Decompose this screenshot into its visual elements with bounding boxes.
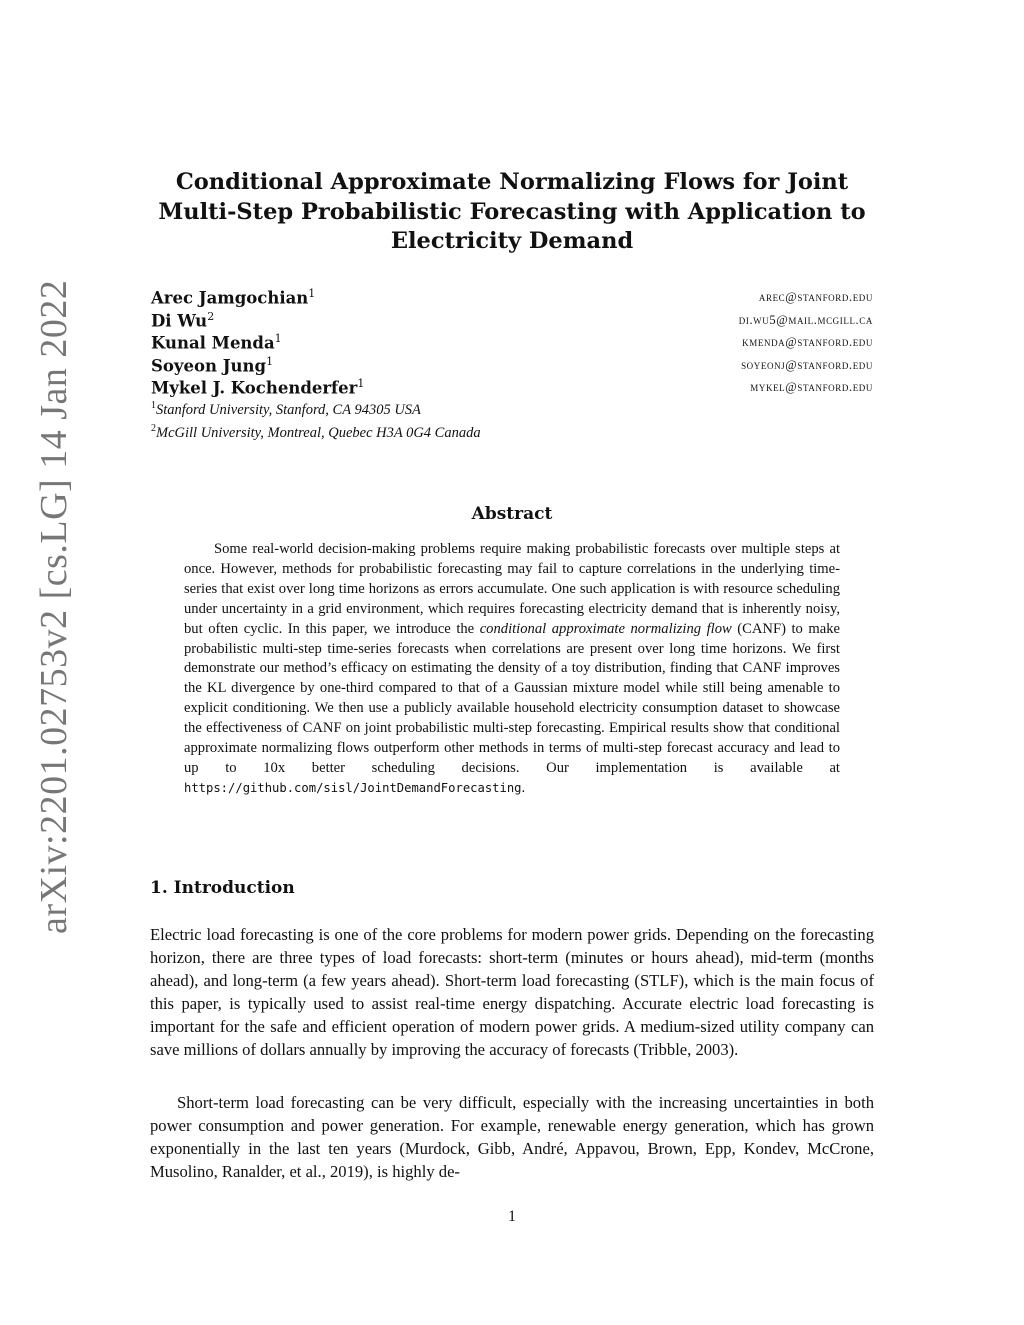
paper-title: Conditional Approximate Normalizing Flows for Joint Multi-Step Probabilistic Forecasting with Application to Electricity Demand <box>158 169 866 254</box>
affiliation: $^2$McGill University, Montreal, Quebec H3A 0G4 Canada <box>151 422 481 441</box>
section-heading: 1. Introduction <box>150 878 295 898</box>
abstract-body: Some real-world decision-making problems require making probabilistic forecasts over multiple steps at once. However, methods for probabilistic forecasting may fail to capture correlations in the underlying time-series that exist over long time horizons as errors accumulate. One such application is with resource scheduling under uncertainty in a grid environment, which requires forecasting electricity demand that is inherently noisy, but often cyclic. In this paper, we introduce the conditional approximate normalizing flow (CANF) to make probabilistic multi-step time-series forecasts when correlations are present over long time horizons. We first demonstrate our method’s efficacy on estimating the density of a toy distribution, finding that CANF improves the KL divergence by one-third compared to that of a Gaussian mixture model while still being amenable to explicit conditioning. We then use a publicly available household electricity consumption dataset to showcase the effectiveness of CANF on joint probabilistic multi-step forecasting. Empirical results show that conditional approximate normalizing flows outperform other methods in terms of multi-step forecast accuracy and lead to up to 10x better scheduling decisions. Our implementation is available at https://github.com/sisl/JointDemandForecasting. <box>184 541 840 796</box>
abstract-term: conditional approximate normalizing flow <box>479 620 732 637</box>
author-block <box>151 287 873 445</box>
author-name: Soyeon Jung$^1$ <box>151 354 274 376</box>
affiliation: $^1$Stanford University, Stanford, CA 94305 USA <box>151 399 421 418</box>
body-paragraph: Short-term load forecasting can be very difficult, especially with the increasing uncertainties in both power consumption and power generation. For example, renewable energy generation, which has grown exponentially in the last ten years (Murdock, Gibb, André, Appavou, Brown, Epp, Kondev, McCrone, Musolino, Ranalder, et al., 2019), is highly de- <box>150 1093 874 1182</box>
page-number: 1 <box>508 1208 516 1225</box>
repository-link[interactable]: https://github.com/sisl/JointDemandForecasting <box>184 780 522 795</box>
author-row <box>151 310 873 333</box>
author-email[interactable]: soyeonj@stanford.edu <box>741 357 873 372</box>
author-email[interactable]: di.wu5@mail.mcgill.ca <box>738 312 873 327</box>
author-row <box>151 377 873 400</box>
author-email[interactable]: arec@stanford.edu <box>758 290 873 304</box>
author-name: Di Wu$^2$ <box>151 309 215 331</box>
arxiv-identifier: arXiv:2201.02753v2 [cs.LG] 14 Jan 2022 <box>33 279 75 934</box>
author-name: Arec Jamgochian$^1$ <box>151 287 316 308</box>
author-row <box>151 355 873 378</box>
abstract-heading: Abstract <box>471 504 553 524</box>
author-email[interactable]: kmenda@stanford.edu <box>742 335 873 350</box>
author-row <box>151 287 873 310</box>
author-email[interactable]: mykel@stanford.edu <box>750 380 873 395</box>
body-paragraph: Electric load forecasting is one of the core problems for modern power grids. Depending on the forecasting horizon, there are three types of load forecasts: short-term (minutes or hours ahead), mid-term (months ahead), and long-term (a few years ahead). Short-term load forecasting (STLF), which is the main focus of this paper, is typically used to assist real-time energy dispatching. Accurate electric load forecasting is important for the safe and efficient operation of modern power grids. A medium-sized utility company can save millions of dollars annually by improving the accuracy of forecasts (Tribble, 2003). <box>150 925 874 1060</box>
author-name: Mykel J. Kochenderfer$^1$ <box>151 377 365 398</box>
author-name: Kunal Menda$^1$ <box>151 332 282 353</box>
author-row <box>151 332 873 355</box>
